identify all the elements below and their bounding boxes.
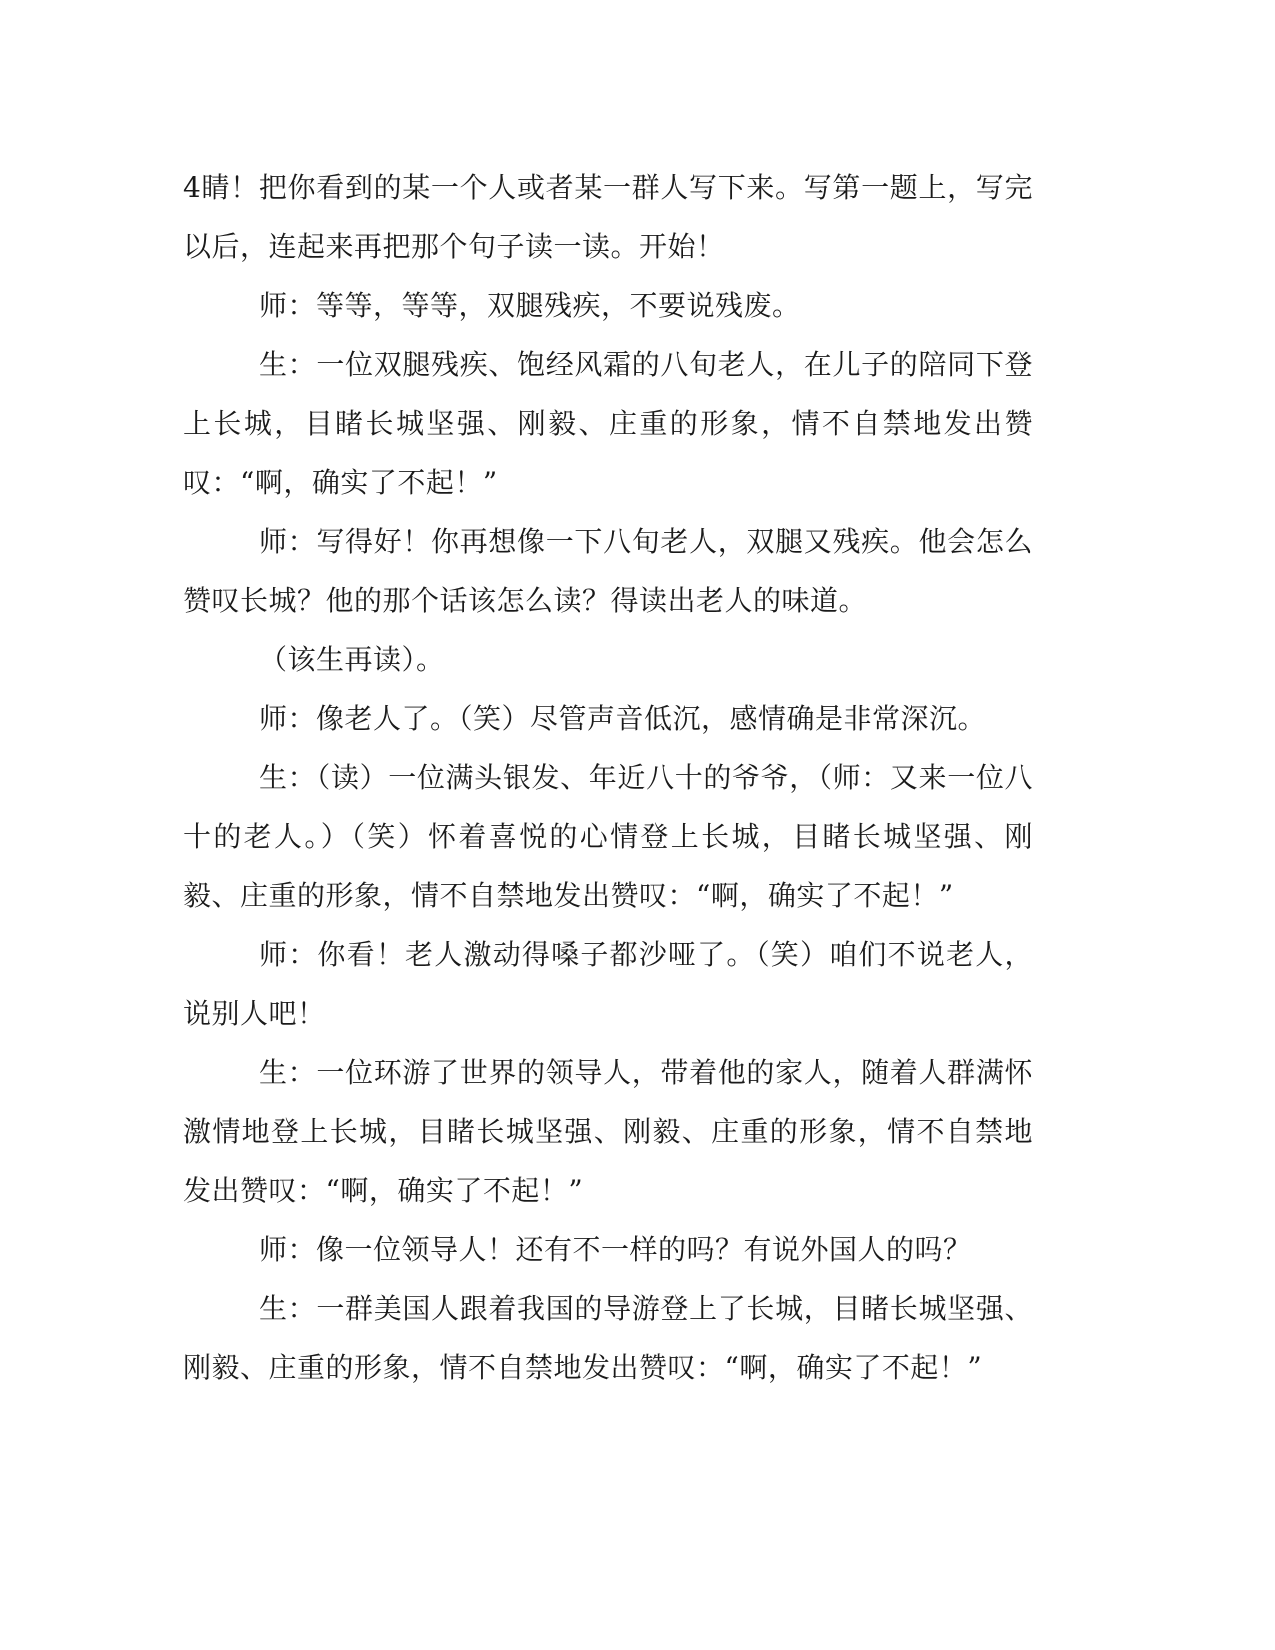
paragraph-student: 生：一群美国人跟着我国的导游登上了长城，目睹长城坚强、刚毅、庄重的形象，情不自禁地发出赞叹：“啊，确实了不起！” (183, 1292, 1033, 1384)
paragraph-continuation: 4睛！把你看到的某一个人或者某一群人写下来。写第一题上，写完以后，连起来再把那个句子读一读。开始！ (183, 171, 1033, 263)
document-body (183, 158, 1033, 1397)
paragraph-stage-note: （该生再读）。 (259, 643, 445, 676)
paragraph-student: 生：（读）一位满头银发、年近八十的爷爷，（师：又来一位八十的老人。）（笑）怀着喜悦的心情登上长城，目睹长城坚强、刚毅、庄重的形象，情不自禁地发出赞叹：“啊，确实了不起！” (183, 761, 1033, 912)
paragraph-teacher: 师：你看！老人激动得嗓子都沙哑了。（笑）咱们不说老人，说别人吧！ (183, 938, 1033, 1030)
paragraph-student: 生：一位双腿残疾、饱经风霜的八旬老人，在儿子的陪同下登上长城，目睹长城坚强、刚毅、庄重的形象，情不自禁地发出赞叹：“啊，确实了不起！” (183, 348, 1033, 499)
paragraph-student: 生：一位环游了世界的领导人，带着他的家人，随着人群满怀激情地登上长城，目睹长城坚强、刚毅、庄重的形象，情不自禁地发出赞叹：“啊，确实了不起！” (183, 1056, 1033, 1207)
paragraph-teacher: 师：像老人了。（笑）尽管声音低沉，感情确是非常深沉。 (259, 702, 987, 735)
paragraph-teacher: 师：像一位领导人！还有不一样的吗？有说外国人的吗？ (259, 1233, 972, 1266)
paragraph-teacher: 师：等等，等等，双腿残疾，不要说残废。 (259, 289, 801, 322)
paragraph-teacher: 师：写得好！你再想像一下八旬老人，双腿又残疾。他会怎么赞叹长城？他的那个话该怎么读？得读出老人的味道。 (183, 525, 1033, 617)
